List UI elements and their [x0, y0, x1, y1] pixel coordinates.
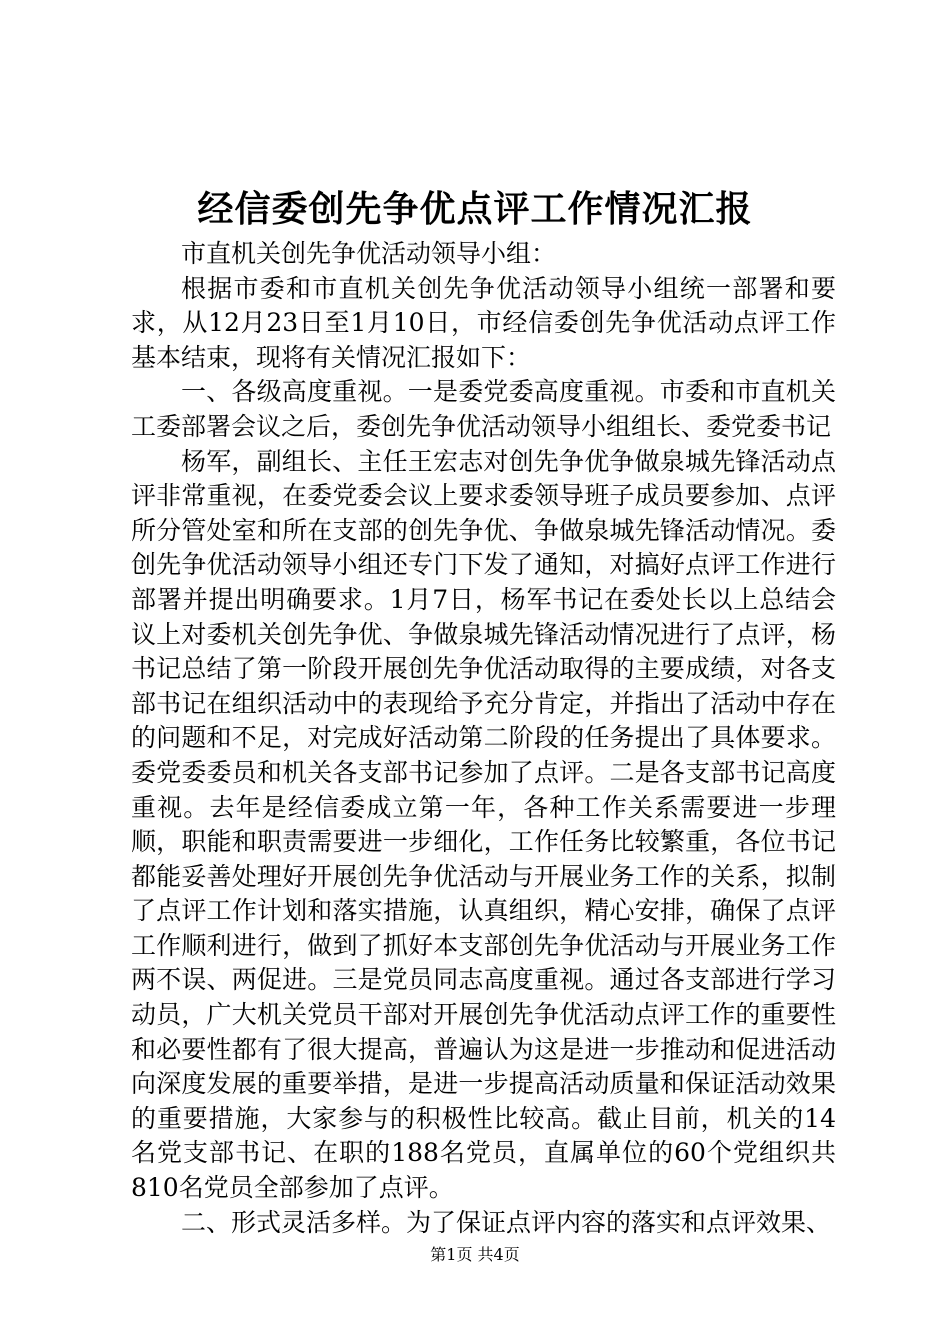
section-two-paragraph: 二、形式灵活多样。为了保证点评内容的落实和点评效果、: [181, 1207, 832, 1237]
document-title: 经信委创先争优点评工作情况汇报: [197, 188, 753, 230]
page-number-footer: 第1页 共4页: [430, 1245, 520, 1264]
salutation-paragraph: 市直机关创先争优活动领导小组：: [181, 239, 557, 268]
document-body: [131, 237, 836, 1240]
intro-paragraph: 根据市委和市直机关创先争优活动领导小组统一部署和要求，从12月23日至1月10日，市经信委创先争优活动点评工作基本结束，现将有关情况汇报如下：: [131, 273, 836, 372]
section-one-paragraph: 一、各级高度重视。一是委党委高度重视。市委和市直机关工委部署会议之后，委创先争优活动领导小组组长、委党委书记: [131, 377, 836, 441]
section-one-detail-paragraph: 杨军，副组长、主任王宏志对创先争优争做泉城先锋活动点评非常重视，在委党委会议上要求委领导班子成员要参加、点评所分管处室和所在支部的创先争优、争做泉城先锋活动情况。委创先争优活动领导小组还专门下发了通知，对搞好点评工作进行部署并提出明确要求。1月7日，杨军书记在委处长以上总结会议上对委机关创先争优、争做泉城先锋活动情况进行了点评，杨书记总结了第一阶段开展创先争优活动取得的主要成绩，对各支部书记在组织活动中的表现给予充分肯定，并指出了活动中存在的问题和不足，对完成好活动第二阶段的任务提出了具体要求。委党委委员和机关各支部书记参加了点评。二是各支部书记高度重视。去年是经信委成立第一年，各种工作关系需要进一步理顺，职能和职责需要进一步细化，工作任务比较繁重，各位书记都能妥善处理好开展创先争优活动与开展业务工作的关系，拟制了点评工作计划和落实措施，认真组织，精心安排，确保了点评工作顺利进行，做到了抓好本支部创先争优活动与开展业务工作两不误、两促进。三是党员同志高度重视。通过各支部进行学习动员，广大机关党员干部对开展创先争优活动点评工作的重要性和必要性都有了很大提高，普遍认为这是进一步推动和促进活动向深度发展的重要举措，是进一步提高活动质量和保证活动效果的重要措施，大家参与的积极性比较高。截止目前，机关的14名党支部书记、在职的188名党员，直属单位的60个党组织共810名党员全部参加了点评。: [131, 446, 836, 1203]
